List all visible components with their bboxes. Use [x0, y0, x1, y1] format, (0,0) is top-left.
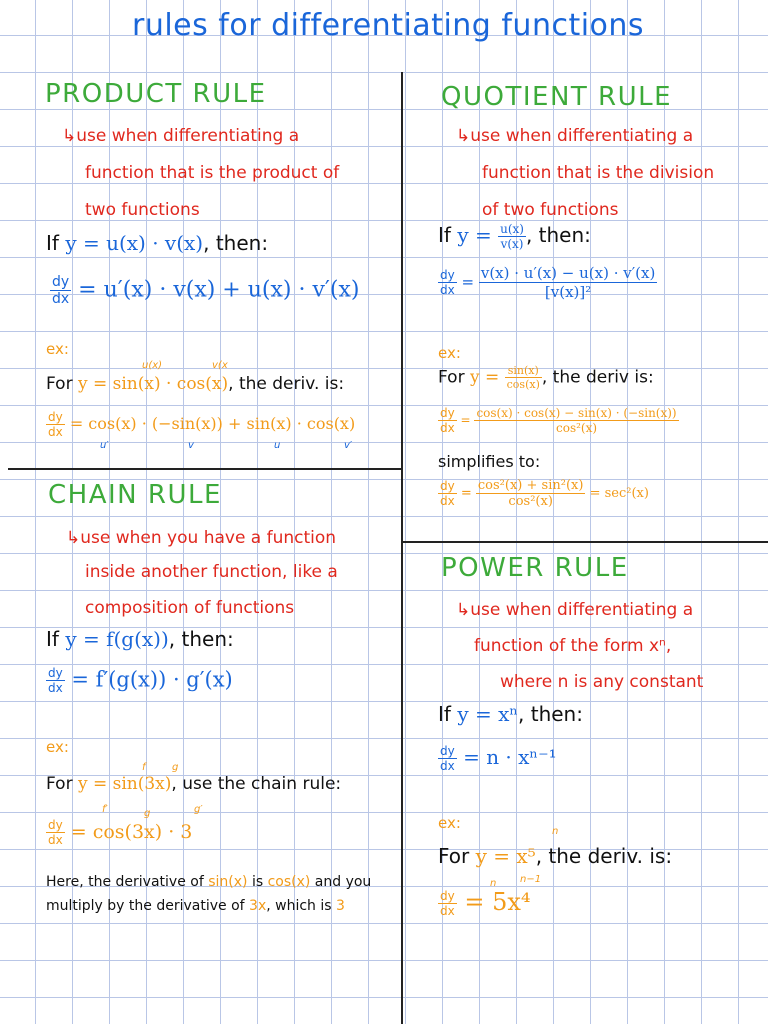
quotient-formula-frac	[479, 264, 657, 301]
power-ex-tail: , the deriv. is:	[535, 844, 673, 868]
quotient-formula-num: v(x) · u′(x) − u(x) · v′(x)	[480, 264, 656, 282]
power-if-expr: y = xⁿ	[457, 702, 519, 726]
product-ex-dydx	[46, 410, 65, 439]
quotient-ex-result-frac	[474, 406, 678, 435]
product-ann-u: u(x)	[142, 360, 163, 371]
vertical-divider	[401, 72, 403, 1024]
quotient-rule-heading: QUOTIENT RULE	[441, 82, 673, 112]
product-ex-result-expr: = cos(x) · (−sin(x)) + sin(x) · cos(x)	[69, 414, 356, 433]
chain-note-3x: 3x	[249, 898, 267, 914]
product-ann-v: v(x	[212, 360, 228, 371]
product-then: , then:	[203, 231, 269, 255]
quotient-ex-result: $\frac{dy}{dx}$ = $\frac{\cos(x) \cdot \cos(x) - \sin(x) \cdot (-\sin(x))}{\text{cos²(x)}}$	[440, 406, 677, 435]
quotient-dx: dx	[440, 283, 455, 297]
product-if-word: If	[46, 231, 59, 255]
product-desc-line2: function that is the product of	[85, 163, 340, 183]
quotient-ex-tail: , the deriv is:	[541, 367, 654, 388]
chain-if-line	[46, 627, 234, 651]
product-ex-tail: , the deriv. is:	[228, 374, 345, 394]
quotient-ex-den: cos(x)	[506, 378, 540, 391]
chain-if-word: If	[46, 627, 59, 651]
chain-ex-expr: y = sin(3x)	[77, 774, 172, 794]
power-desc-line3: where n is any constant	[500, 672, 704, 692]
product-ann-v-prime: v′	[344, 440, 353, 451]
chain-ex-result	[46, 818, 192, 847]
product-ex-result	[46, 410, 355, 439]
power-dydx	[438, 744, 457, 773]
quotient-simp-tail: = sec²(x)	[589, 486, 649, 501]
chain-ex-line	[46, 774, 341, 794]
product-desc-line1: ↳use when differentiating a	[62, 126, 300, 146]
quotient-dy: dy	[440, 268, 455, 282]
chain-ex-dy: dy	[48, 818, 63, 832]
product-ex-label: ex:	[46, 340, 69, 358]
quotient-then: , then:	[525, 223, 591, 247]
power-desc-line1: ↳use when differentiating a	[456, 600, 694, 620]
quotient-simp-dx: dx	[440, 494, 455, 508]
chain-ex-for: For	[46, 774, 73, 794]
power-ex-result	[438, 888, 531, 918]
power-ex-expr: y = x⁵	[475, 844, 536, 868]
product-dydx	[50, 274, 71, 307]
quotient-dydx	[438, 268, 457, 297]
chain-ex-label: ex:	[46, 738, 69, 756]
quotient-desc-line3: of two functions	[482, 200, 619, 220]
chain-ex-tail: , use the chain rule:	[171, 774, 342, 794]
product-ex-dx: dx	[48, 425, 63, 439]
power-desc-line2: function of the form xⁿ,	[474, 636, 672, 656]
quotient-if-frac	[498, 222, 526, 251]
product-ex-line	[46, 374, 344, 394]
power-formula	[438, 744, 557, 773]
product-formula	[50, 274, 359, 307]
product-ann-u-3: u	[274, 440, 281, 451]
power-then: , then:	[518, 702, 583, 726]
chain-explanation	[46, 870, 386, 918]
quotient-simplified: $\frac{dy}{dx}$ = $\frac{\text{cos²(x) + sin²(x)}}{\text{cos²(x)}}$ = sec²(x)	[440, 478, 649, 509]
quotient-ex-res-den: cos²(x)	[474, 420, 678, 435]
chain-ann-g-prime: g′	[194, 804, 203, 815]
chain-desc-line1: ↳use when you have a function	[66, 528, 337, 548]
product-formula-expr: = u′(x) · v(x) + u(x) · v′(x)	[78, 277, 360, 303]
quotient-simplifies: simplifies to:	[438, 452, 541, 471]
product-ex-dy: dy	[48, 410, 63, 424]
power-ex-dydx	[438, 889, 457, 918]
page-title: rules for differentiating functions	[132, 8, 645, 43]
quotient-ex-dx: dx	[440, 421, 455, 435]
chain-ann-g-2: g	[144, 808, 151, 819]
chain-desc-line3: composition of functions	[85, 598, 295, 618]
power-ex-label: ex:	[438, 814, 461, 832]
quotient-formula: $\frac{dy}{dx}$ = $\frac{v(x) \cdot u'(x) - u(x) \cdot v'(x)}{\text{[v(x)]²}}$	[440, 264, 656, 301]
power-ann-n: n	[552, 826, 559, 837]
quotient-if-line	[438, 222, 591, 251]
chain-ann-f: f	[142, 762, 146, 773]
product-rule-heading: PRODUCT RULE	[45, 79, 267, 109]
quotient-ex-res-num: cos(x) · cos(x) − sin(x) · (−sin(x))	[476, 406, 677, 420]
power-rule-heading: POWER RULE	[441, 553, 629, 583]
product-desc-line3: two functions	[85, 200, 200, 220]
chain-formula-expr: = f′(g(x)) · g′(x)	[71, 667, 233, 692]
quotient-simp-frac	[476, 478, 586, 509]
product-dx: dx	[52, 291, 70, 307]
quotient-formula-den: [v(x)]²	[479, 282, 657, 301]
product-ann-v-2: v	[188, 440, 194, 451]
chain-dydx	[46, 666, 65, 695]
chain-note-e: and you multiply by the derivative of	[46, 874, 372, 914]
power-formula-expr: = n · xⁿ⁻¹	[463, 745, 557, 769]
quotient-ex-label: ex:	[438, 344, 461, 362]
power-dy: dy	[440, 744, 455, 758]
quotient-ex-dydx	[438, 406, 457, 435]
right-horizontal-divider	[401, 541, 768, 543]
chain-dx: dx	[48, 681, 63, 695]
quotient-ex-frac	[505, 364, 542, 391]
quotient-ex-dy: dy	[440, 406, 455, 420]
power-ex-line	[438, 844, 672, 868]
quotient-simp-num: cos²(x) + sin²(x)	[477, 478, 584, 493]
product-ann-u-prime: u′	[100, 440, 109, 451]
chain-note-sin: sin(x)	[208, 874, 248, 890]
chain-then: , then:	[168, 627, 234, 651]
left-horizontal-divider	[8, 468, 403, 470]
quotient-simp-den: cos²(x)	[476, 493, 586, 509]
product-if-line	[46, 231, 268, 255]
chain-note-cos: cos(x)	[267, 874, 311, 890]
chain-ann-f-prime: f′	[102, 804, 108, 815]
quotient-y-eq: y =	[457, 223, 492, 247]
power-dx: dx	[440, 759, 455, 773]
quotient-desc-line1: ↳use when differentiating a	[456, 126, 694, 146]
chain-note-3: 3	[336, 898, 345, 914]
quotient-if-word: If	[438, 223, 451, 247]
chain-note-is: is	[251, 874, 264, 890]
power-if-word: If	[438, 702, 451, 726]
product-ex-expr: y = sin(x) · cos(x)	[77, 374, 229, 394]
power-if-line	[438, 702, 583, 726]
chain-ex-dx: dx	[48, 833, 63, 847]
chain-ann-g: g	[172, 762, 179, 773]
chain-dy: dy	[48, 666, 63, 680]
product-if-expr: y = u(x) · v(x)	[65, 231, 204, 255]
quotient-simp-dy: dy	[440, 479, 455, 493]
power-ex-result-expr: = 5x⁴	[464, 888, 531, 916]
chain-ex-result-expr: = cos(3x) · 3	[70, 821, 193, 843]
quotient-ex-num: sin(x)	[507, 364, 539, 377]
product-dy: dy	[52, 274, 70, 290]
quotient-ex-for: For	[438, 367, 465, 388]
product-ex-for: For	[46, 374, 73, 394]
power-ex-dx: dx	[440, 903, 455, 918]
quotient-ex-line: For y = $\frac{\sin(x)}{\cos(x)}$ , the deriv is:	[438, 364, 654, 391]
chain-note-a: Here, the derivative of	[46, 874, 204, 890]
power-ex-for: For	[438, 844, 470, 868]
chain-ex-dydx	[46, 818, 65, 847]
quotient-v-den: v(x)	[498, 236, 526, 251]
power-ex-dy: dy	[440, 888, 455, 903]
power-ann-n-minus-1: n−1	[520, 874, 542, 885]
quotient-simp-dydx	[438, 479, 457, 508]
quotient-desc-line2: function that is the division	[482, 163, 715, 183]
quotient-u-num: u(x)	[500, 222, 524, 236]
chain-note-which: , which is	[266, 898, 332, 914]
chain-rule-heading: CHAIN RULE	[48, 480, 222, 510]
chain-if-expr: y = f(g(x))	[65, 627, 169, 651]
chain-desc-line2: inside another function, like a	[85, 562, 338, 582]
power-ann-n-1: n	[490, 878, 497, 889]
chain-formula	[46, 666, 233, 695]
